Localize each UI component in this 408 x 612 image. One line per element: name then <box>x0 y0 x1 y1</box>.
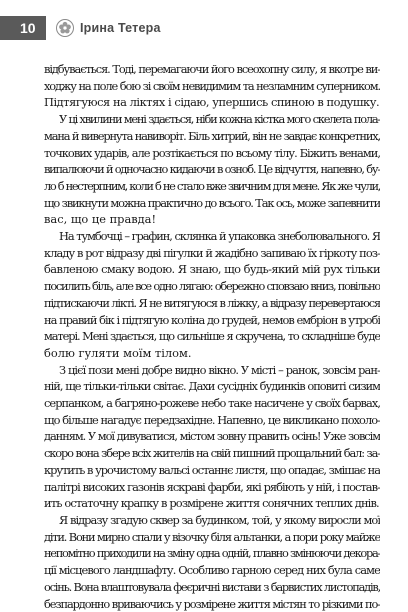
text-line: непомітно приходили на зміну одна одній, плавно змінюючи декора- <box>44 545 380 562</box>
text-line: безпардонно вриваючись у розмірене життя містян то різкими по- <box>44 596 380 612</box>
paragraph <box>44 228 380 362</box>
text-line: що більше нагадує передзахідне. Напевно, це викликано похоло- <box>44 412 380 429</box>
text-line: болю гуляти моїм тілом. <box>44 345 380 362</box>
paragraph <box>44 61 380 111</box>
text-line: Підтягуюся на ліктях і сідаю, упершись спиною в подушку. <box>44 94 380 111</box>
flower-icon <box>56 19 74 37</box>
paragraph <box>44 111 380 228</box>
text-line: данням. У мої дивуватися, містом зовну править осінь! Уже зовсім <box>44 428 380 445</box>
text-line: У ці хвилини мені здається, ніби кожна кістка мого скелета пола- <box>44 111 380 128</box>
text-line: діти. Вони мирно спали у візочку біля альтанки, а пори року майже <box>44 529 380 546</box>
text-line: мана й вивернута навиворіт. Біль хитрий, він не завдає конкретних, <box>44 128 380 145</box>
page-number: 10 <box>20 18 36 38</box>
text-line: ції місцевого ландшафту. Особливо гарною серед них була саме <box>44 562 380 579</box>
text-line: точкових ударів, але розтікається по всьому тілу. Біжить венами, <box>44 145 380 162</box>
text-line: що звикнути можна практично до всього. Так ось, може запевнити <box>44 195 380 212</box>
text-line: бавленою смаку водою. Я знаю, що будь-який мій рух тільки <box>44 261 380 278</box>
text-line: матері. Мені здається, що сильніше я скручена, то складніше буде <box>44 328 380 345</box>
text-line: Я відразу згадую сквер за будинком, той, у якому виросли мої <box>44 512 380 529</box>
text-line: ло б нестерпним, коли б не стало вже звичним для мене. Як же чули, <box>44 178 380 195</box>
paragraph <box>44 512 380 612</box>
text-line: палітрі високих газонів яскраві фарби, які рябіють у ній, і постав- <box>44 479 380 496</box>
text-line: ить остаточну крапку в розмірене життя сонячних теплих днів. <box>44 495 380 512</box>
text-line: кладу в рот відразу дві пігулки й жадібно запиваю їх гіркоту поз- <box>44 245 380 262</box>
text-line: вас, що це правда! <box>44 211 380 228</box>
text-line: З цієї пози мені добре видно вікно. У місті – ранок, зовсім ран- <box>44 362 380 379</box>
body-text <box>44 61 380 612</box>
text-line: ній, ще тільки-тільки світає. Дахи сусідніх будинків оповиті сизим <box>44 378 380 395</box>
author-name: Ірина Тетера <box>80 18 161 38</box>
text-line: На тумбочці – графин, склянка й упаковка знеболювального. Я <box>44 228 380 245</box>
text-line: ходжу на поле бою зі своїм невидимим та незламним суперником. <box>44 78 380 95</box>
text-line: випалюючи й одночасно кидаючи в озноб. Це відчуття, напевно, бу- <box>44 161 380 178</box>
text-line: відбувається. Тоді, перемагаючи його всеохопну силу, я вкотре ви- <box>44 61 380 78</box>
text-line: серпанком, а багряно-рожеве небо таке насичене у своїх барвах, <box>44 395 380 412</box>
paragraph <box>44 362 380 512</box>
text-line: підтискаючи лікті. Я не витягуюся в ліжку, а відразу перевертаюся <box>44 295 380 312</box>
text-line: осінь. Вона влаштовувала феєричні вистави з барвистих листопадів, <box>44 579 380 596</box>
text-line: на правий бік і підтягую коліна до грудей, немов ембріон в утробі <box>44 312 380 329</box>
running-header <box>0 16 408 40</box>
text-line: крутить в урочистому вальсі останнє листя, що опадає, змішає на <box>44 462 380 479</box>
text-line: скоро вона збере всіх жителів на свій пишний прощальний бал: за- <box>44 445 380 462</box>
text-line: посилить біль, але все одно лягаю: обережно сповзаю вниз, повільно <box>44 278 380 295</box>
